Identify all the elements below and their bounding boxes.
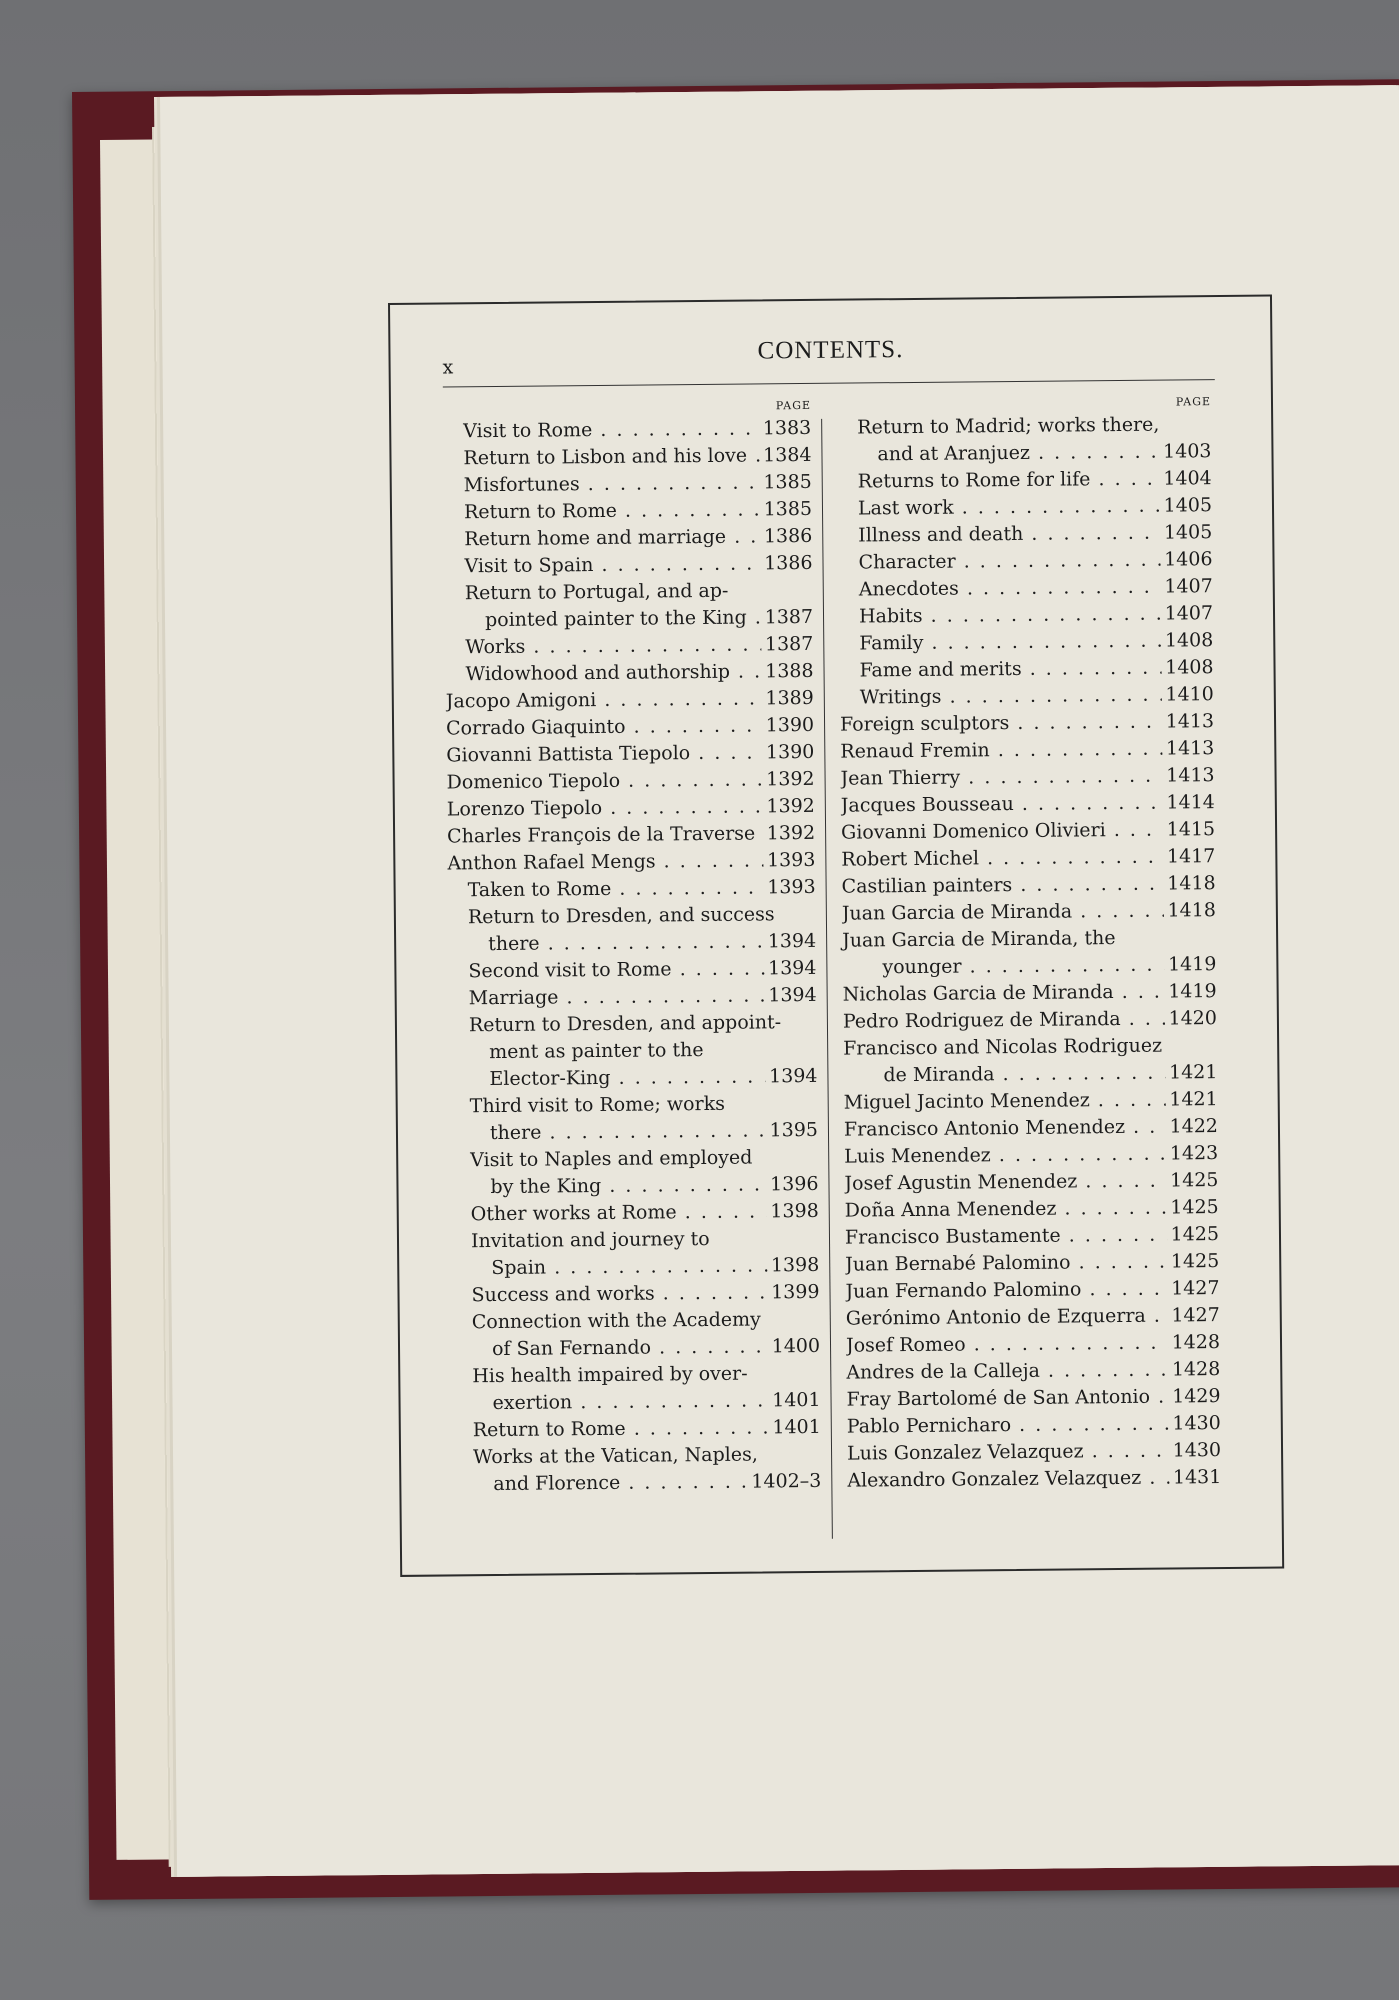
toc-entry-title: Visit to Rome . .	[443, 415, 759, 445]
toc-entry-page: 1392	[766, 821, 816, 845]
toc-entry-page: 1405	[1163, 494, 1213, 517]
toc-entry-page: 1394	[768, 1064, 818, 1088]
toc-entry-title: Alexandro Gonzalez Velazquez . .	[847, 1465, 1169, 1495]
toc-entry	[443, 415, 811, 446]
toc-entry-title: Pablo Pernicharo . .	[847, 1411, 1169, 1441]
toc-entry-title: Charles François de la Traverse . .	[447, 820, 763, 850]
toc-entry-line: Return to Dresden, and appoint-	[468, 1011, 782, 1037]
toc-entry-title: and at Aranjuez . .	[837, 439, 1159, 469]
toc-entry-title: Josef Romeo . .	[846, 1330, 1168, 1360]
toc-entry	[847, 1464, 1221, 1495]
toc-entry-page: 1402–3	[751, 1469, 822, 1493]
page-column-label: PAGE	[775, 398, 812, 413]
toc-entry-title: of San Fernando . .	[452, 1333, 768, 1363]
toc-entry-title: Lorenzo Tiepolo . .	[447, 793, 763, 823]
toc-entry-title: Josef Agustin Menendez . .	[844, 1168, 1166, 1198]
toc-entry-title: pointed painter to the King . .	[445, 604, 761, 634]
toc-entry-page: 1414	[1166, 791, 1215, 814]
toc-entry-title: Works . .	[445, 631, 761, 661]
toc-entry	[847, 1437, 1221, 1468]
toc-entry-page: 1394	[767, 929, 817, 953]
toc-entry-page: 1421	[1169, 1088, 1218, 1111]
toc-entry	[839, 573, 1213, 604]
toc-entry-page: 1418	[1167, 899, 1216, 922]
toc-entry-page: 1399	[771, 1280, 820, 1304]
toc-entry-page: 1408	[1164, 629, 1214, 652]
toc-entry-page: 1395	[769, 1118, 819, 1142]
toc-entry-title: Return to Rome . .	[444, 496, 760, 526]
toc-entry-title: Return to Lisbon and his love . .	[443, 442, 759, 472]
column-divider	[821, 419, 833, 1539]
toc-entry	[446, 685, 814, 716]
toc-entry-title: Habits . .	[839, 601, 1161, 631]
toc-entry-title: Illness and death . .	[838, 520, 1160, 550]
toc-entry-title: Castilian painters . .	[841, 871, 1163, 901]
toc-entry	[846, 1329, 1220, 1360]
toc-entry-title: Returns to Rome for life . .	[838, 466, 1160, 496]
toc-entry	[448, 955, 816, 986]
toc-entry	[838, 519, 1212, 550]
toc-entry	[843, 1005, 1217, 1036]
toc-entry-title: Widowhood and authorship . .	[445, 658, 761, 688]
toc-entry-title: younger . .	[842, 952, 1164, 982]
toc-entry	[453, 1468, 821, 1499]
toc-entry-title: Luis Gonzalez Velazquez . .	[847, 1438, 1169, 1468]
toc-entry	[845, 1221, 1219, 1252]
toc-entry-page: 1422	[1169, 1115, 1219, 1138]
toc-entry	[838, 546, 1212, 577]
toc-entry-page: 1403	[1162, 440, 1212, 463]
toc-entry-title: Spain . .	[451, 1252, 767, 1282]
toc-entry	[447, 847, 815, 878]
toc-entry	[841, 870, 1215, 901]
toc-entry-title: Giovanni Battista Tiepolo . .	[446, 739, 762, 769]
toc-entry-title: Last work . .	[838, 493, 1160, 523]
toc-entry-title: Luis Menendez . .	[844, 1141, 1166, 1171]
toc-entry	[837, 438, 1211, 469]
toc-entry-page: 1390	[765, 740, 815, 764]
toc-entry	[448, 928, 816, 959]
toc-entry-line: Third visit to Rome; works	[469, 1092, 726, 1118]
page-title: CONTENTS.	[757, 336, 904, 365]
toc-entry-title: there . .	[450, 1117, 766, 1147]
toc-entry-title: Visit to Spain . .	[444, 550, 760, 580]
toc-entry-page: 1417	[1166, 845, 1216, 868]
toc-entry	[839, 600, 1213, 631]
toc-entry-page: 1421	[1168, 1061, 1218, 1084]
toc-entry	[845, 1194, 1219, 1225]
toc-entry	[846, 1302, 1220, 1333]
toc-entry	[844, 1140, 1218, 1171]
toc-entry-title: Nicholas Garcia de Miranda . .	[843, 979, 1165, 1009]
toc-entry-page: 1427	[1171, 1277, 1220, 1300]
page-number: x	[442, 356, 454, 379]
toc-entry	[449, 1063, 817, 1094]
toc-entry-page: 1425	[1170, 1196, 1219, 1219]
toc-entry	[453, 1414, 821, 1445]
toc-entry	[445, 604, 813, 635]
toc-entry-page: 1389	[765, 686, 814, 710]
toc-entry-title: Return home and marriage . .	[444, 523, 760, 553]
toc-entry	[838, 465, 1212, 496]
toc-entry-title: Juan Garcia de Miranda . .	[842, 898, 1164, 928]
toc-entry-page: 1401	[772, 1388, 821, 1412]
toc-entry-line: ment as painter to the	[489, 1039, 704, 1064]
toc-entry-page: 1387	[764, 632, 814, 656]
left-entries	[443, 415, 821, 1498]
toc-entry-title: Success and works . .	[451, 1279, 767, 1309]
toc-entry-page: 1429	[1172, 1385, 1221, 1408]
toc-entry	[452, 1387, 820, 1418]
toc-entry-title: Second visit to Rome . .	[448, 955, 764, 985]
toc-entry-page: 1407	[1164, 575, 1213, 598]
toc-entry-page: 1423	[1169, 1142, 1219, 1165]
title-rule	[443, 379, 1215, 387]
toc-entry-page: 1410	[1165, 683, 1214, 706]
toc-entry-title: Other works at Rome . .	[451, 1198, 767, 1228]
toc-entry-page: 1390	[765, 713, 815, 737]
toc-entry-page: 1407	[1164, 602, 1214, 625]
toc-entry	[840, 735, 1214, 766]
toc-entry	[446, 712, 814, 743]
toc-entry-title: Family . .	[839, 628, 1161, 658]
toc-entry-title: and Florence . .	[453, 1469, 747, 1499]
toc-entry-title: Jacques Bousseau . .	[841, 790, 1163, 820]
toc-entry-title: Misfortunes . .	[444, 469, 760, 499]
toc-entry-page: 1428	[1171, 1358, 1221, 1381]
toc-entry	[444, 550, 812, 581]
toc-entry	[844, 1086, 1218, 1117]
toc-entry	[841, 816, 1215, 847]
toc-entry	[839, 627, 1213, 658]
toc-entry-page: 1393	[767, 875, 816, 899]
toc-entry	[444, 469, 812, 500]
toc-entry-title: Character . .	[838, 547, 1160, 577]
toc-entry-title: Pedro Rodriguez de Miranda . .	[843, 1006, 1165, 1036]
toc-entry	[445, 658, 813, 689]
toc-entry-page: 1392	[766, 794, 815, 818]
toc-entry-title: Taken to Rome . .	[448, 874, 764, 904]
toc-entry-title: Giovanni Domenico Olivieri . .	[841, 817, 1163, 847]
toc-entry-page: 1393	[766, 848, 816, 872]
toc-entry-page: 1394	[767, 956, 817, 980]
toc-entry	[446, 766, 814, 797]
toc-entry-line: Francisco and Nicolas Rodriguez	[843, 1034, 1163, 1060]
toc-entry-title: Corrado Giaquinto . .	[446, 712, 762, 742]
toc-entry-title: Juan Bernabé Palomino . .	[845, 1249, 1167, 1279]
toc-entry-line: Return to Dresden, and success	[467, 903, 775, 929]
toc-entry	[846, 1356, 1220, 1387]
toc-entry-title: Juan Fernando Palomino . .	[845, 1276, 1167, 1306]
toc-entry-page: 1430	[1172, 1439, 1222, 1462]
toc-entry-page: 1425	[1170, 1250, 1220, 1273]
toc-entry-title: Fame and merits . .	[839, 655, 1161, 685]
toc-entry-line: Works at the Vatican, Naples,	[472, 1443, 758, 1469]
toc-entry	[839, 654, 1213, 685]
toc-entry-title: exertion . .	[452, 1387, 768, 1417]
toc-entry-title: Anthon Rafael Mengs . .	[447, 847, 763, 877]
toc-entry-line: Return to Portugal, and ap-	[464, 579, 729, 605]
toc-entry-title: Anecdotes . .	[839, 574, 1161, 604]
toc-entry	[447, 793, 815, 824]
right-entries	[837, 411, 1221, 1495]
toc-entry-page: 1419	[1168, 980, 1217, 1003]
toc-entry-title: de Miranda . .	[843, 1060, 1165, 1090]
toc-entry-page: 1427	[1171, 1304, 1220, 1327]
toc-entry-page: 1413	[1165, 710, 1215, 733]
toc-entry-title: Francisco Antonio Menendez . .	[844, 1114, 1166, 1144]
toc-entry	[844, 1167, 1218, 1198]
toc-entry-line: Return to Madrid; works there,	[857, 413, 1160, 439]
toc-entry-title: Domenico Tiepolo . .	[446, 766, 762, 796]
toc-entry-page: 1386	[763, 524, 813, 548]
toc-entry-page: 1405	[1163, 521, 1213, 544]
toc-entry-page: 1394	[768, 983, 817, 1007]
toc-entry-title: Renaud Fremin . .	[840, 736, 1162, 766]
toc-entry-page: 1398	[770, 1199, 819, 1223]
toc-entry-page: 1419	[1167, 953, 1217, 976]
toc-entry	[847, 1410, 1221, 1441]
toc-entry-line: Juan Garcia de Miranda, the	[842, 927, 1116, 952]
toc-entry	[450, 1171, 818, 1202]
toc-entry	[838, 492, 1212, 523]
toc-entry-line: Visit to Naples and employed	[470, 1146, 753, 1172]
toc-entry-page: 1425	[1170, 1223, 1220, 1246]
toc-entry-title: Francisco Bustamente . .	[845, 1222, 1167, 1252]
contents-frame	[388, 295, 1284, 1577]
toc-entry	[845, 1248, 1219, 1279]
toc-entry-line: Invitation and journey to	[470, 1227, 710, 1253]
toc-entry	[444, 523, 812, 554]
toc-entry-line: Connection with the Academy	[471, 1308, 761, 1334]
toc-entry	[445, 631, 813, 662]
toc-entry	[451, 1198, 819, 1229]
toc-entry-page: 1388	[765, 659, 814, 683]
toc-entry	[444, 496, 812, 527]
toc-entry	[452, 1333, 820, 1364]
toc-entry	[842, 897, 1216, 928]
toc-entry	[840, 681, 1214, 712]
toc-entry-page: 1384	[763, 443, 812, 467]
toc-entry-page: 1415	[1166, 818, 1216, 841]
toc-entry	[449, 982, 817, 1013]
toc-entry-page: 1420	[1168, 1007, 1218, 1030]
toc-entry	[451, 1252, 819, 1283]
toc-entry	[841, 843, 1215, 874]
toc-entry-page: 1383	[762, 416, 812, 440]
toc-entry-page: 1401	[772, 1415, 821, 1439]
toc-entry-title: Return to Rome . .	[453, 1414, 769, 1444]
toc-entry	[840, 708, 1214, 739]
toc-entry	[447, 820, 815, 851]
toc-entry-line: His health impaired by over-	[472, 1362, 748, 1388]
toc-entry	[450, 1117, 818, 1148]
toc-entry-page: 1385	[763, 497, 813, 521]
toc-entry	[846, 1383, 1220, 1414]
toc-entry-title: by the King . .	[450, 1171, 766, 1201]
toc-entry-page: 1413	[1165, 737, 1215, 760]
toc-entry	[841, 789, 1215, 820]
toc-entry-page: 1431	[1172, 1466, 1222, 1489]
toc-entry	[840, 762, 1214, 793]
toc-entry-page: 1406	[1164, 548, 1213, 571]
toc-entry-title: Marriage . .	[449, 982, 765, 1012]
toc-entry-page: 1418	[1167, 872, 1216, 895]
toc-entry	[843, 1059, 1217, 1090]
toc-entry-page: 1386	[764, 551, 813, 575]
toc-entry-page: 1428	[1171, 1331, 1221, 1354]
toc-entry-page: 1396	[770, 1172, 819, 1196]
toc-entry-title: Writings . .	[840, 682, 1162, 712]
toc-entry	[446, 739, 814, 770]
toc-entry	[451, 1279, 819, 1310]
toc-entry-page: 1408	[1165, 656, 1214, 679]
toc-entry-page: 1392	[766, 767, 815, 791]
toc-entry-title: there . .	[448, 928, 764, 958]
toc-entry-title: Gerónimo Antonio de Ezquerra . .	[846, 1303, 1168, 1333]
page-column-label: PAGE	[1175, 395, 1212, 409]
toc-entry-title: Foreign sculptors . .	[840, 709, 1162, 739]
toc-entry	[443, 442, 811, 473]
toc-entry-page: 1398	[770, 1253, 820, 1277]
toc-entry-page: 1404	[1163, 467, 1212, 490]
toc-entry-page: 1385	[763, 470, 812, 494]
toc-entry-title: Elector-King . .	[449, 1063, 765, 1093]
left-column	[443, 399, 822, 1498]
toc-entry	[448, 874, 816, 905]
toc-entry-title: Miguel Jacinto Menendez . .	[844, 1087, 1166, 1117]
toc-entry-title: Doña Anna Menendez . .	[845, 1195, 1167, 1225]
toc-entry-title: Fray Bartolomé de San Antonio . .	[846, 1384, 1168, 1414]
toc-entry-title: Andres de la Calleja . .	[846, 1357, 1168, 1387]
toc-entry	[845, 1275, 1219, 1306]
toc-entry-title: Jacopo Amigoni . .	[446, 685, 762, 715]
toc-entry-page: 1387	[764, 605, 814, 629]
toc-entry-page: 1413	[1166, 764, 1215, 787]
right-column	[837, 395, 1222, 1495]
toc-entry	[844, 1113, 1218, 1144]
toc-entry	[843, 978, 1217, 1009]
toc-entry-title: Jean Thierry . .	[840, 763, 1162, 793]
toc-entry-page: 1425	[1169, 1169, 1219, 1192]
toc-entry-page: 1430	[1172, 1412, 1221, 1435]
toc-entry	[842, 951, 1216, 982]
toc-entry-page: 1400	[771, 1334, 821, 1358]
toc-entry-title: Robert Michel . .	[841, 844, 1163, 874]
